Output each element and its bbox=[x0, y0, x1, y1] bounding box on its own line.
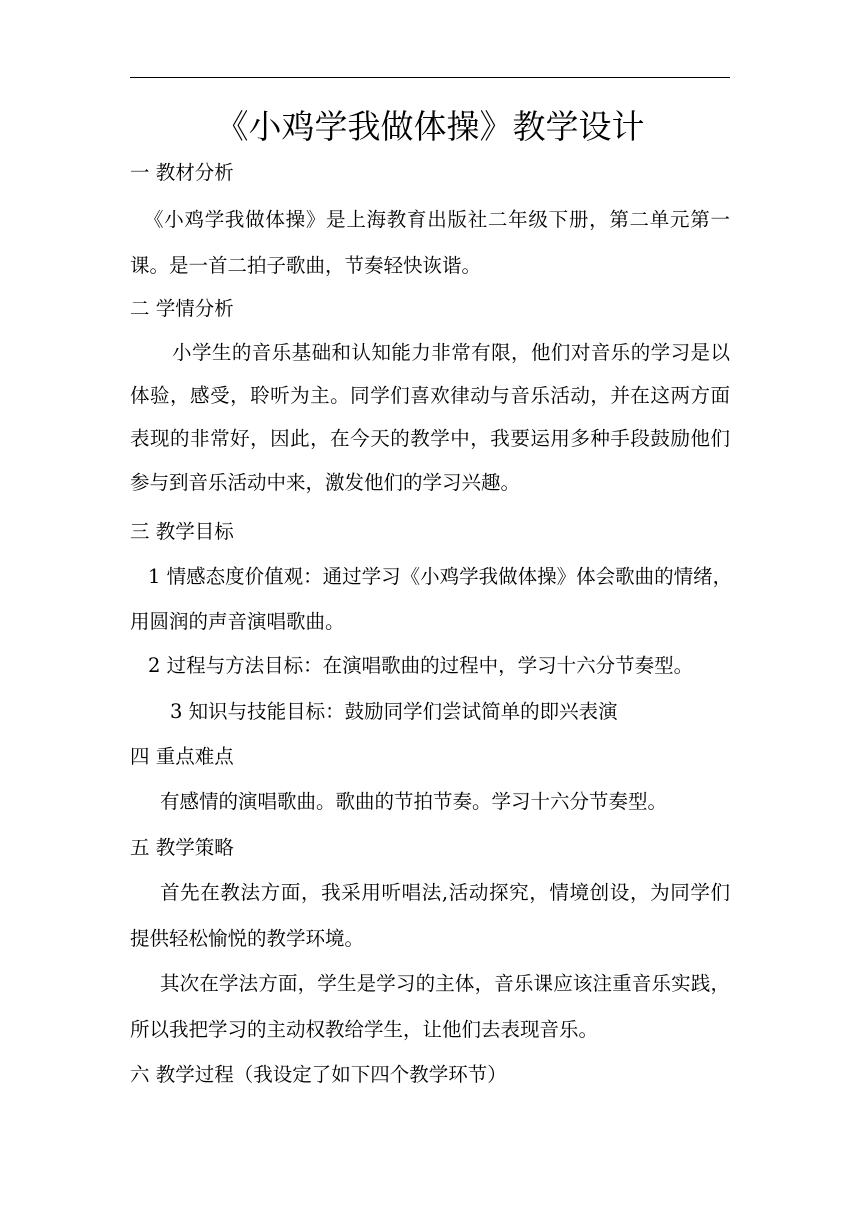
section-heading-4: 四 重点难点 bbox=[130, 745, 234, 768]
paragraph-line: 3 知识与技能目标：鼓励同学们尝试简单的即兴表演 bbox=[170, 700, 618, 723]
section-heading-6: 六 教学过程（我设定了如下四个教学环节） bbox=[130, 1063, 507, 1086]
paragraph-line: 小学生的音乐基础和认知能力非常有限，他们对音乐的学习是以 bbox=[172, 341, 730, 364]
paragraph-line: 所以我把学习的主动权教给学生，让他们去表现音乐。 bbox=[130, 1018, 599, 1041]
paragraph-line: 其次在学法方面，学生是学习的主体，音乐课应该注重音乐实践， bbox=[160, 972, 730, 995]
section-heading-5: 五 教学策略 bbox=[130, 836, 234, 859]
paragraph-line: 《小鸡学我做体操》是上海教育出版社二年级下册，第二单元第一 bbox=[144, 208, 730, 231]
paragraph-line: 课。是一首二拍子歌曲，节奏轻快诙谐。 bbox=[130, 254, 482, 277]
paragraph-line: 参与到音乐活动中来，激发他们的学习兴趣。 bbox=[130, 471, 521, 494]
paragraph-line: 用圆润的声音演唱歌曲。 bbox=[130, 610, 345, 633]
header-rule bbox=[130, 77, 730, 78]
paragraph-line: 有感情的演唱歌曲。歌曲的节拍节奏。学习十六分节奏型。 bbox=[160, 790, 668, 813]
section-heading-2: 二 学情分析 bbox=[130, 297, 234, 320]
paragraph-line: 表现的非常好，因此，在今天的教学中，我要运用多种手段鼓励他们 bbox=[130, 427, 730, 450]
paragraph-line: 提供轻松愉悦的教学环境。 bbox=[130, 927, 365, 950]
section-heading-3: 三 教学目标 bbox=[130, 520, 234, 543]
section-heading-1: 一 教材分析 bbox=[130, 161, 234, 184]
paragraph-line: 2 过程与方法目标：在演唱歌曲的过程中，学习十六分节奏型。 bbox=[148, 654, 694, 677]
document-title: 《小鸡学我做体操》教学设计 bbox=[215, 107, 645, 146]
paragraph-line: 首先在教法方面，我采用听唱法,活动探究，情境创设，为同学们 bbox=[160, 881, 730, 904]
paragraph-line: 1 情感态度价值观：通过学习《小鸡学我做体操》体会歌曲的情绪， bbox=[148, 565, 733, 588]
paragraph-line: 体验，感受，聆听为主。同学们喜欢律动与音乐活动，并在这两方面 bbox=[130, 384, 730, 407]
